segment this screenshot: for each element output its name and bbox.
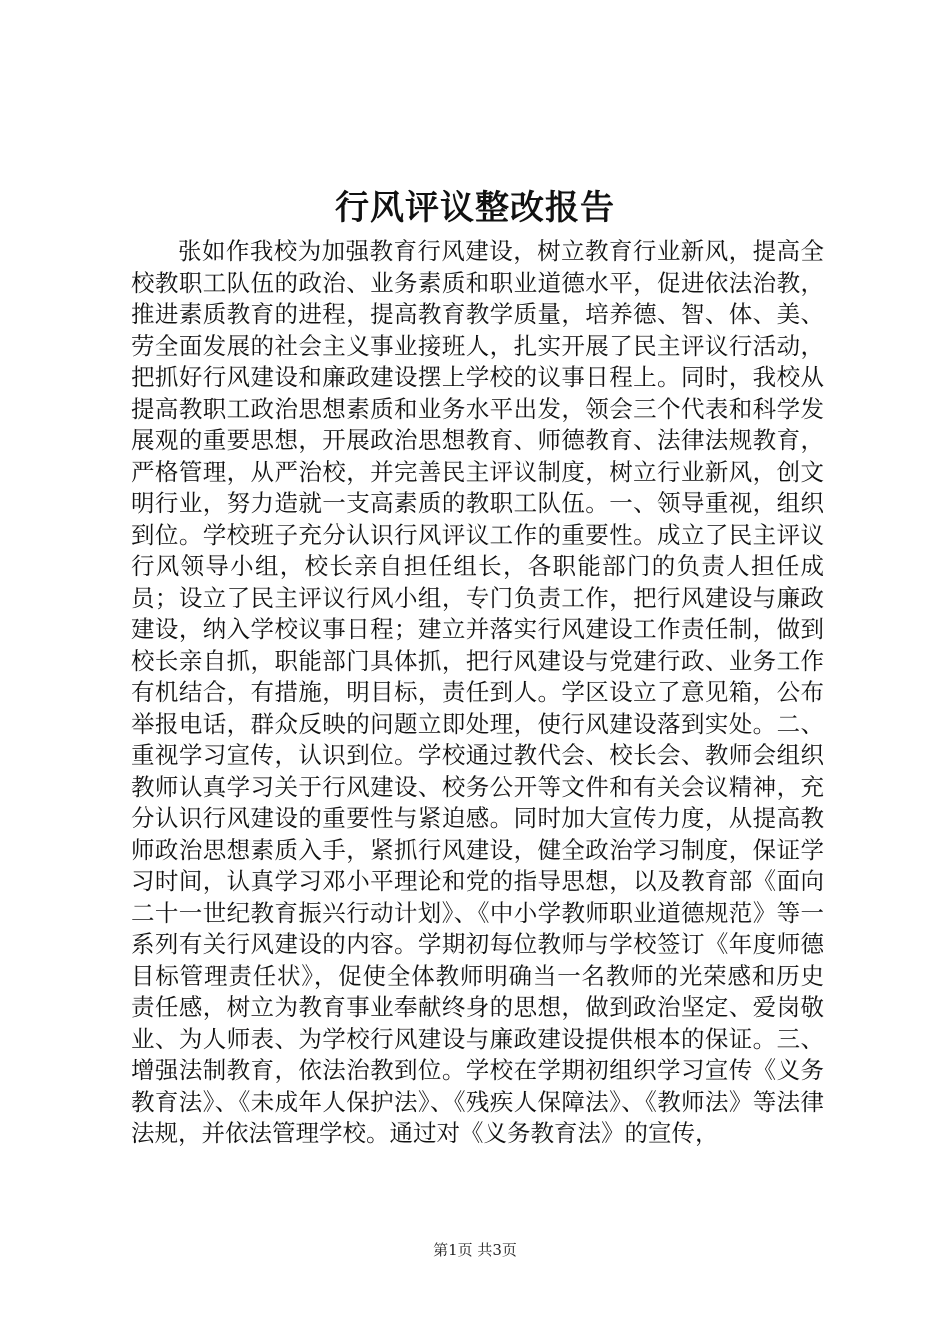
document-title: 行风评议整改报告 [335, 188, 615, 228]
document-body: 张如作我校为加强教育行风建设，树立教育行业新风，提高全校教职工队伍的政治、业务素质和职业道德水平，促进依法治教，推进素质教育的进程，提高教育教学质量，培养德、智、体、美、劳全面发展的社会主义事业接班人，扎实开展了民主评议行活动，把抓好行风建设和廉政建设摆上学校的议事日程上。同时，我校从提高教职工政治思想素质和业务水平出发，领会三个代表和科学发展观的重要思想，开展政治思想教育、师德教育、法律法规教育，严格管理，从严治校，并完善民主评议制度，树立行业新风，创文明行业，努力造就一支高素质的教职工队伍。一、领导重视，组织到位。学校班子充分认识行风评议工作的重要性。成立了民主评议行风领导小组，校长亲自担任组长，各职能部门的负责人担任成员；设立了民主评议行风小组，专门负责工作，把行风建设与廉政建设，纳入学校议事日程；建立并落实行风建设工作责任制，做到校长亲自抓，职能部门具体抓，把行风建设与党建行政、业务工作有机结合，有措施，明目标，责任到人。学区设立了意见箱，公布举报电话，群众反映的问题立即处理，使行风建设落到实处。二、重视学习宣传，认识到位。学校通过教代会、校长会、教师会组织教师认真学习关于行风建设、校务公开等文件和有关会议精神，充分认识行风建设的重要性与紧迫感。同时加大宣传力度，从提高教师政治思想素质入手，紧抓行风建设，健全政治学习制度，保证学习时间，认真学习邓小平理论和党的指导思想，以及教育部《面向二十一世纪教育振兴行动计划》、《中小学教师职业道德规范》等一系列有关行风建设的内容。学期初每位教师与学校签订《年度师德目标管理责任状》，促使全体教师明确当一名教师的光荣感和历史责任感，树立为教育事业奉献终身的思想，做到政治坚定、爱岗敬业、为人师表、为学校行风建设与廉政建设提供根本的保证。三、增强法制教育，依法治教到位。学校在学期初组织学习宣传《义务教育法》、《未成年人保护法》、《残疾人保障法》、《教师法》等法律法规，并依法管理学校。通过对《义务教育法》的宣传， [131, 237, 824, 1147]
page-number: 第1页 共3页 [433, 1241, 517, 1259]
